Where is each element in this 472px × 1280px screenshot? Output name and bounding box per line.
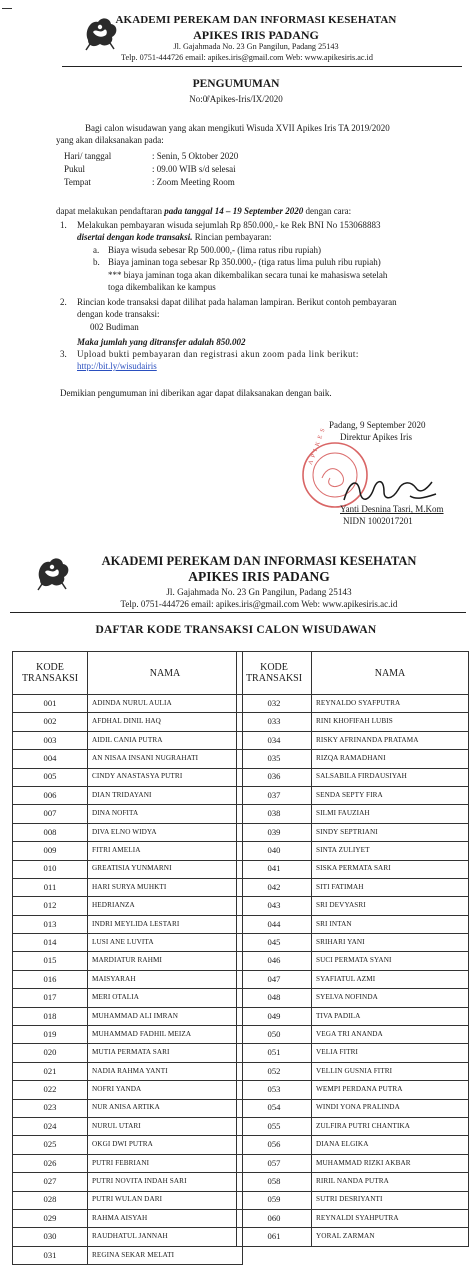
transaction-code-cell: 055 (237, 1117, 312, 1135)
student-name-cell: PUTRI NOVITA INDAH SARI (88, 1173, 243, 1191)
student-name-cell: MARDIATUR RAHMI (88, 952, 243, 970)
table-row (237, 934, 469, 952)
detail-value-place: : Zoom Meeting Room (152, 177, 235, 187)
table-row (237, 860, 469, 878)
table-row (237, 970, 469, 988)
transaction-code-cell: 021 (13, 1062, 88, 1080)
table-row (13, 1026, 243, 1044)
student-name-cell: RAUDHATUL JANNAH (88, 1228, 243, 1246)
student-name-cell: GREATISIA YUNMARNI (88, 860, 243, 878)
table-row (237, 768, 469, 786)
item-2-line-1: Rincian kode transaksi dapat dilihat pada halaman lampiran. Berikut contoh pembayaran (77, 297, 397, 307)
transaction-code-cell: 029 (13, 1209, 88, 1227)
table-row (13, 989, 243, 1007)
table-row (13, 1209, 243, 1227)
transaction-code-table-right (236, 651, 469, 1247)
table-row (13, 823, 243, 841)
table-row (237, 1081, 469, 1099)
student-name-cell: PUTRI WULAN DARI (88, 1191, 243, 1209)
table-row (237, 878, 469, 896)
table-row (13, 731, 243, 749)
table-row (237, 695, 469, 713)
student-name-cell: NADIA RAHMA YANTI (88, 1062, 243, 1080)
table-row (13, 1062, 243, 1080)
student-name-cell: RISKY AFRINANDA PRATAMA (312, 731, 469, 749)
transaction-code-cell: 019 (13, 1026, 88, 1044)
table-row (13, 970, 243, 988)
table-row (13, 695, 243, 713)
table-header-row (237, 652, 469, 695)
student-name-cell: OKGI DWI PUTRA (88, 1136, 243, 1154)
table-row (237, 1173, 469, 1191)
table-row (237, 989, 469, 1007)
institution-short-name: APIKES IRIS PADANG (188, 569, 330, 584)
institution-name: AKADEMI PEREKAM DAN INFORMASI KESEHATAN (101, 554, 417, 568)
institution-contact: Telp. 0751-444726 email: apikes.iris@gmail.com Web: www.apikesiris.ac.id (120, 599, 398, 609)
column-header-code-line2: TRANSAKSI (245, 673, 303, 684)
register-date: pada tanggal 14 – 19 September 2020 (164, 206, 304, 216)
transaction-code-cell: 032 (237, 695, 312, 713)
student-name-cell: HEDRIANZA (88, 897, 243, 915)
table-row (237, 1209, 469, 1227)
transaction-code-table-left (12, 651, 243, 1265)
transaction-code-cell: 030 (13, 1228, 88, 1246)
student-name-cell: SRI INTAN (312, 915, 469, 933)
table-row (13, 860, 243, 878)
table-row (237, 952, 469, 970)
item-1-line-2 (77, 232, 272, 244)
table-row (237, 1007, 469, 1025)
item-2-number: 2. (60, 297, 67, 307)
table-row (13, 878, 243, 896)
detail-label-place: Tempat (64, 177, 91, 187)
column-header-name: NAMA (88, 652, 243, 695)
student-name-cell: SINTA ZULIYET (312, 842, 469, 860)
transaction-code-cell: 054 (237, 1099, 312, 1117)
student-name-cell: RINI KHOFIFAH LUBIS (312, 713, 469, 731)
student-name-cell: REGINA SEKAR MELATI (88, 1246, 243, 1264)
student-name-cell: MUHAMMAD FADHIL MEIZA (88, 1026, 243, 1044)
student-name-cell: INDRI MEYLIDA LESTARI (88, 915, 243, 933)
transaction-code-emphasis: disertai dengan kode transaksi. (77, 232, 193, 242)
table-row (13, 842, 243, 860)
table-row (237, 713, 469, 731)
table-row (237, 731, 469, 749)
student-name-cell: MERI OTALIA (88, 989, 243, 1007)
transaction-code-cell: 036 (237, 768, 312, 786)
signer-name: Yanti Desnina Tasri, M.Kom (340, 504, 444, 514)
table-row (13, 1099, 243, 1117)
table-row (237, 1099, 469, 1117)
table-row (13, 952, 243, 970)
transaction-code-cell: 060 (237, 1209, 312, 1227)
transaction-code-cell: 005 (13, 768, 88, 786)
register-line (56, 206, 351, 218)
table-row (13, 713, 243, 731)
student-name-cell: SYELVA NOFINDA (312, 989, 469, 1007)
student-name-cell: SENDA SEPTY FIRA (312, 786, 469, 804)
student-name-cell: REYNALDI SYAHPUTRA (312, 1209, 469, 1227)
student-name-cell: SALSABILA FIRDAUSIYAH (312, 768, 469, 786)
table-body-left (13, 695, 243, 1265)
student-name-cell: RAHMA AISYAH (88, 1209, 243, 1227)
item-2-example: 002 Budiman (90, 322, 139, 332)
item-1-line-1: Melakukan pembayaran wisuda sejumlah Rp 850.000,- ke Rek BNI No 153068883 (77, 220, 381, 230)
column-header-name: NAMA (312, 652, 469, 695)
column-header-code-line1: KODE (36, 662, 64, 673)
table-row (237, 1117, 469, 1135)
table-row (237, 1136, 469, 1154)
student-name-cell: WEMPI PERDANA PUTRA (312, 1081, 469, 1099)
institution-address: Jl. Gajahmada No. 23 Gn Pangilun, Padang 25143 (166, 587, 352, 597)
transaction-code-cell: 026 (13, 1154, 88, 1172)
student-name-cell: SITI FATIMAH (312, 878, 469, 896)
student-name-cell: SUCI PERMATA SYANI (312, 952, 469, 970)
student-name-cell: CINDY ANASTASYA PUTRI (88, 768, 243, 786)
transaction-code-cell: 046 (237, 952, 312, 970)
transaction-code-cell: 033 (237, 713, 312, 731)
student-name-cell: NOFRI YANDA (88, 1081, 243, 1099)
table-row (13, 1246, 243, 1264)
table-row (237, 897, 469, 915)
transaction-code-cell: 057 (237, 1154, 312, 1172)
table-row (237, 1191, 469, 1209)
student-name-cell: SINDY SEPTRIANI (312, 823, 469, 841)
transaction-code-cell: 006 (13, 786, 88, 804)
column-header-code-line1: KODE (260, 662, 288, 673)
transaction-code-cell: 017 (13, 989, 88, 1007)
student-name-cell: DIAN TRIDAYANI (88, 786, 243, 804)
table-row (237, 1062, 469, 1080)
student-name-cell: AIDIL CANIA PUTRA (88, 731, 243, 749)
student-name-cell: SISKA PERMATA SARI (312, 860, 469, 878)
table-row (237, 915, 469, 933)
transaction-code-cell: 025 (13, 1136, 88, 1154)
announcement-number: No:0̸/Apikes-Iris/IX/2020 (189, 94, 283, 104)
table-row (13, 805, 243, 823)
student-name-cell: ZULFIRA PUTRI CHANTIKA (312, 1117, 469, 1135)
register-suffix: dengan cara: (303, 206, 352, 216)
item-3-line-1: Upload bukti pembayaran dan registrasi akun zoom pada link berikut: (77, 349, 359, 359)
transaction-code-cell: 028 (13, 1191, 88, 1209)
item-1a-label: a. (93, 245, 100, 255)
student-name-cell: SILMI FAUZIAH (312, 805, 469, 823)
transaction-code-cell: 045 (237, 934, 312, 952)
detail-label-time: Pukul (64, 164, 86, 174)
header-divider (62, 66, 462, 67)
student-name-cell: SRI DEVYASRI (312, 897, 469, 915)
student-name-cell: TIVA PADILA (312, 1007, 469, 1025)
student-name-cell: DIVA ELNO WIDYA (88, 823, 243, 841)
transaction-code-cell: 016 (13, 970, 88, 988)
transaction-code-cell: 059 (237, 1191, 312, 1209)
intro-line-2: yang akan dilaksanakan pada: (56, 135, 164, 145)
student-name-cell: SUTRI DESRIYANTI (312, 1191, 469, 1209)
item-1-note-line-2: toga dikembalikan ke kampus (108, 282, 216, 292)
transaction-code-cell: 049 (237, 1007, 312, 1025)
transaction-code-cell: 058 (237, 1173, 312, 1191)
table-row (13, 915, 243, 933)
detail-value-date: : Senin, 5 Oktober 2020 (152, 151, 239, 161)
director-title: Direktur Apikes Iris (340, 432, 412, 442)
stamp-text: A P I K E S (307, 427, 327, 466)
transaction-code-cell: 050 (237, 1026, 312, 1044)
transaction-code-cell: 038 (237, 805, 312, 823)
announcement-title: PENGUMUMAN (192, 78, 280, 90)
table-row (13, 1136, 243, 1154)
student-name-cell: MUHAMMAD ALI IMRAN (88, 1007, 243, 1025)
table-row (13, 1081, 243, 1099)
item-1-number: 1. (60, 220, 67, 230)
transaction-code-page (0, 538, 472, 1280)
student-name-cell: AFDHAL DINIL HAQ (88, 713, 243, 731)
institution-short-name: APIKES IRIS PADANG (193, 28, 319, 42)
transaction-code-cell: 043 (237, 897, 312, 915)
transaction-code-cell: 013 (13, 915, 88, 933)
student-name-cell: ADINDA NURUL AULIA (88, 695, 243, 713)
student-name-cell: DINA NOFITA (88, 805, 243, 823)
table-row (13, 786, 243, 804)
table-header-row (13, 652, 243, 695)
student-name-cell: VELLIN GUSNIA FITRI (312, 1062, 469, 1080)
institution-contact: Telp. 0751-444726 email: apikes.iris@gmail.com Web: www.apikesiris.ac.id (121, 53, 373, 62)
student-name-cell: YORAL ZARMAN (312, 1228, 469, 1246)
student-name-cell: MUHAMMAD RIZKI AKBAR (312, 1154, 469, 1172)
transaction-code-cell: 031 (13, 1246, 88, 1264)
table-row (13, 1154, 243, 1172)
table-row (237, 823, 469, 841)
transaction-code-cell: 004 (13, 750, 88, 768)
upload-link[interactable]: http://bit.ly/wisudairis (77, 361, 157, 371)
student-name-cell: LUSI ANE LUVITA (88, 934, 243, 952)
column-header-code-line2: TRANSAKSI (21, 673, 79, 684)
table-row (13, 1117, 243, 1135)
item-1a-text: Biaya wisuda sebesar Rp 500.000,- (lima ratus ribu rupiah) (108, 245, 321, 255)
transaction-code-cell: 061 (237, 1228, 312, 1246)
student-name-cell: NURUL UTARI (88, 1117, 243, 1135)
transaction-code-cell: 001 (13, 695, 88, 713)
transaction-code-cell: 037 (237, 786, 312, 804)
table-row (13, 1228, 243, 1246)
detail-value-time: : 09.00 WIB s/d selesai (152, 164, 236, 174)
transaction-code-cell: 051 (237, 1044, 312, 1062)
signer-nidn: NIDN 1002017201 (343, 516, 413, 526)
table-row (13, 1007, 243, 1025)
table-row (237, 786, 469, 804)
register-prefix: dapat melakukan pendaftaran (56, 206, 165, 216)
item-1b-text: Biaya jaminan toga sebesar Rp 350.000,- (tiga ratus lima puluh ribu rupiah) (108, 257, 381, 267)
transaction-code-cell: 007 (13, 805, 88, 823)
transaction-code-cell: 003 (13, 731, 88, 749)
transaction-code-cell: 056 (237, 1136, 312, 1154)
table-body-right (237, 695, 469, 1247)
transaction-code-cell: 024 (13, 1117, 88, 1135)
student-name-cell: DIANA ELGIKA (312, 1136, 469, 1154)
student-name-cell: REYNALDO SYAFPUTRA (312, 695, 469, 713)
student-name-cell: HARI SURYA MUHKTI (88, 878, 243, 896)
transaction-code-cell: 020 (13, 1044, 88, 1062)
announcement-page (0, 0, 472, 538)
table-row (237, 750, 469, 768)
transaction-code-cell: 052 (237, 1062, 312, 1080)
transaction-code-cell: 002 (13, 713, 88, 731)
transaction-code-cell: 039 (237, 823, 312, 841)
transaction-code-cell: 048 (237, 989, 312, 1007)
transaction-code-cell: 012 (13, 897, 88, 915)
closing-text: Demikian pengumuman ini diberikan agar dapat dilaksanakan dengan baik. (60, 388, 332, 398)
table-row (13, 897, 243, 915)
column-header-code (237, 652, 312, 695)
transaction-code-cell: 047 (237, 970, 312, 988)
detail-label-date: Hari/ tanggal (64, 151, 112, 161)
transaction-code-cell: 022 (13, 1081, 88, 1099)
student-name-cell: WINDI YONA PRALINDA (312, 1099, 469, 1117)
transaction-code-cell: 023 (13, 1099, 88, 1117)
list-title: DAFTAR KODE TRANSAKSI CALON WISUDAWAN (95, 624, 377, 636)
table-row (237, 1154, 469, 1172)
transaction-code-cell: 008 (13, 823, 88, 841)
transaction-code-cell: 035 (237, 750, 312, 768)
table-row (13, 1191, 243, 1209)
student-name-cell: MAISYARAH (88, 970, 243, 988)
transaction-code-cell: 015 (13, 952, 88, 970)
transaction-code-cell: 053 (237, 1081, 312, 1099)
transaction-code-cell: 040 (237, 842, 312, 860)
transaction-code-cell: 014 (13, 934, 88, 952)
item-3-number: 3. (60, 349, 67, 359)
student-name-cell: SYAFIATUL AZMI (312, 970, 469, 988)
table-row (13, 1173, 243, 1191)
item-1-note-line-1: *** biaya jaminan toga akan dikembalikan secara tunai ke mahasiswa setelah (108, 270, 388, 280)
transaction-code-cell: 044 (237, 915, 312, 933)
student-name-cell: RIZQA RAMADHANI (312, 750, 469, 768)
table-row (13, 934, 243, 952)
institution-address: Jl. Gajahmada No. 23 Gn Pangilun, Padang 25143 (173, 42, 339, 51)
student-name-cell: FITRI AMELIA (88, 842, 243, 860)
table-row (237, 805, 469, 823)
item-2-total: Maka jumlah yang ditransfer adalah 850.002 (77, 337, 246, 347)
table-row (237, 842, 469, 860)
item-2-line-2: dengan kode transaksi: (77, 309, 160, 319)
item-1b-label: b. (93, 257, 100, 267)
table-row (237, 1228, 469, 1246)
student-name-cell: MUTIA PERMATA SARI (88, 1044, 243, 1062)
table-row (237, 1044, 469, 1062)
transaction-code-cell: 011 (13, 878, 88, 896)
transaction-code-cell: 042 (237, 878, 312, 896)
transaction-code-cell: 034 (237, 731, 312, 749)
item-1-line-2-rest: Rincian pembayaran: (192, 232, 272, 242)
table-row (13, 768, 243, 786)
column-header-code (13, 652, 88, 695)
student-name-cell: AN NISAA INSANI NUGRAHATI (88, 750, 243, 768)
transaction-code-cell: 009 (13, 842, 88, 860)
table-row (13, 1044, 243, 1062)
institution-name: AKADEMI PEREKAM DAN INFORMASI KESEHATAN (115, 14, 397, 26)
student-name-cell: SRIHARI YANI (312, 934, 469, 952)
table-row (13, 750, 243, 768)
student-name-cell: NUR ANISA ARTIKA (88, 1099, 243, 1117)
transaction-code-cell: 010 (13, 860, 88, 878)
table-row (237, 1026, 469, 1044)
student-name-cell: RIRIL NANDA PUTRA (312, 1173, 469, 1191)
student-name-cell: PUTRI FEBRIANI (88, 1154, 243, 1172)
transaction-code-cell: 018 (13, 1007, 88, 1025)
intro-line-1: Bagi calon wisudawan yang akan mengikuti Wisuda XVII Apikes Iris TA 2019/2020 (85, 123, 390, 133)
student-name-cell: VEGA TRI ANANDA (312, 1026, 469, 1044)
transaction-code-cell: 041 (237, 860, 312, 878)
header-divider (10, 612, 466, 613)
place-date: Padang, 9 September 2020 (329, 420, 426, 430)
transaction-code-cell: 027 (13, 1173, 88, 1191)
student-name-cell: VELIA FITRI (312, 1044, 469, 1062)
